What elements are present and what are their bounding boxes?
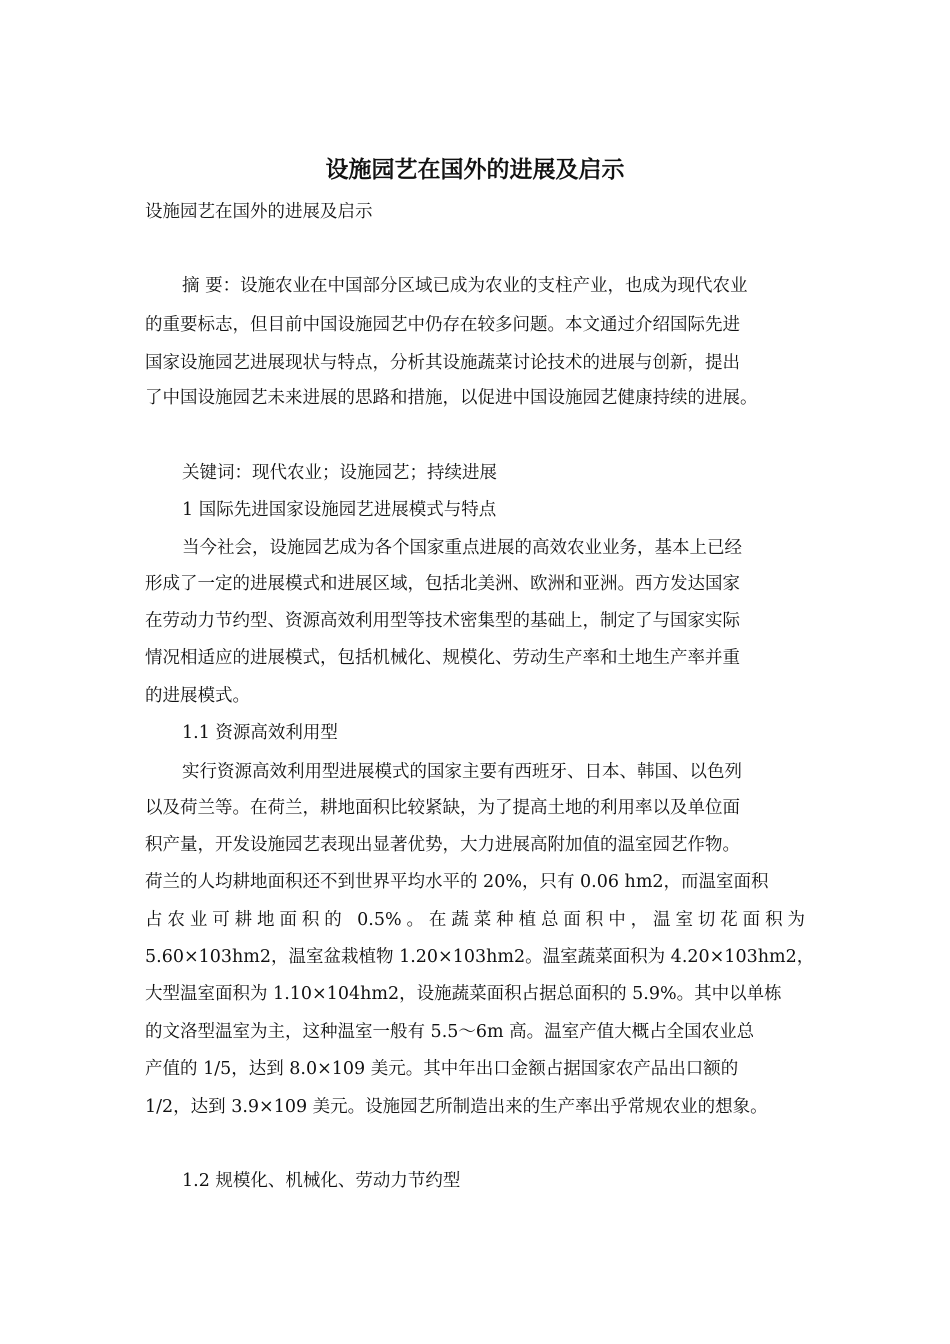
paragraph-line: 在劳动力节约型、资源高效利用型等技术密集型的基础上，制定了与国家实际 <box>145 611 740 631</box>
subsection-heading: 1.2 规模化、机械化、劳动力节约型 <box>182 1171 461 1191</box>
document-title: 设施园艺在国外的进展及启示 <box>325 156 625 183</box>
paragraph-line: 积产量，开发设施园艺表现出显著优势，大力进展高附加值的温室园艺作物。 <box>145 835 740 855</box>
paragraph-line: 的文洛型温室为主，这种温室一般有 5.5～6m 高。温室产值大概占全国农业总 <box>145 1022 755 1042</box>
paragraph-line: 荷兰的人均耕地面积还不到世界平均水平的 20%，只有 0.06 hm2，而温室面积 <box>145 872 769 892</box>
keywords: 关键词：现代农业；设施园艺；持续进展 <box>182 463 497 483</box>
paragraph-line: 以及荷兰等。在荷兰，耕地面积比较紧缺，为了提高土地的利用率以及单位面 <box>145 798 740 818</box>
paragraph-line: 形成了一定的进展模式和进展区域，包括北美洲、欧洲和亚洲。西方发达国家 <box>145 574 740 594</box>
subsection-heading: 1.1 资源高效利用型 <box>182 723 338 743</box>
paragraph-line: 产值的 1/5，达到 8.0×109 美元。其中年出口金额占据国家农产品出口额的 <box>145 1059 739 1079</box>
paragraph-line: 5.60×103hm2，温室盆栽植物 1.20×103hm2。温室蔬菜面积为 4.20×103hm2， <box>145 947 815 967</box>
paragraph-line: 实行资源高效利用型进展模式的国家主要有西班牙、日本、韩国、以色列 <box>182 762 742 782</box>
paragraph-line: 大型温室面积为 1.10×104hm2，设施蔬菜面积占据总面积的 5.9%。其中以单栋 <box>145 984 782 1004</box>
abstract-line: 了中国设施园艺未来进展的思路和措施，以促进中国设施园艺健康持续的进展。 <box>145 388 758 408</box>
abstract-line: 的重要标志，但目前中国设施园艺中仍存在较多问题。本文通过介绍国际先进 <box>145 315 740 335</box>
section-heading: 1 国际先进国家设施园艺进展模式与特点 <box>182 500 497 520</box>
paragraph-line: 1/2，达到 3.9×109 美元。设施园艺所制造出来的生产率出乎常规农业的想象。 <box>145 1097 768 1117</box>
paragraph-line: 的进展模式。 <box>145 686 250 706</box>
paragraph-line: 当今社会，设施园艺成为各个国家重点进展的高效农业业务，基本上已经 <box>182 538 742 558</box>
paragraph-line: 情况相适应的进展模式，包括机械化、规模化、劳动生产率和土地生产率并重 <box>145 648 740 668</box>
abstract-line: 摘 要：设施农业在中国部分区域已成为农业的支柱产业，也成为现代农业 <box>182 276 748 296</box>
document-subtitle: 设施园艺在国外的进展及启示 <box>145 202 373 222</box>
abstract-line: 国家设施园艺进展现状与特点，分析其设施蔬菜讨论技术的进展与创新，提出 <box>145 353 740 373</box>
paragraph-line: 占农业可耕地面积的 0.5%。在蔬菜种植总面积中，温室切花面积为 <box>145 910 805 930</box>
